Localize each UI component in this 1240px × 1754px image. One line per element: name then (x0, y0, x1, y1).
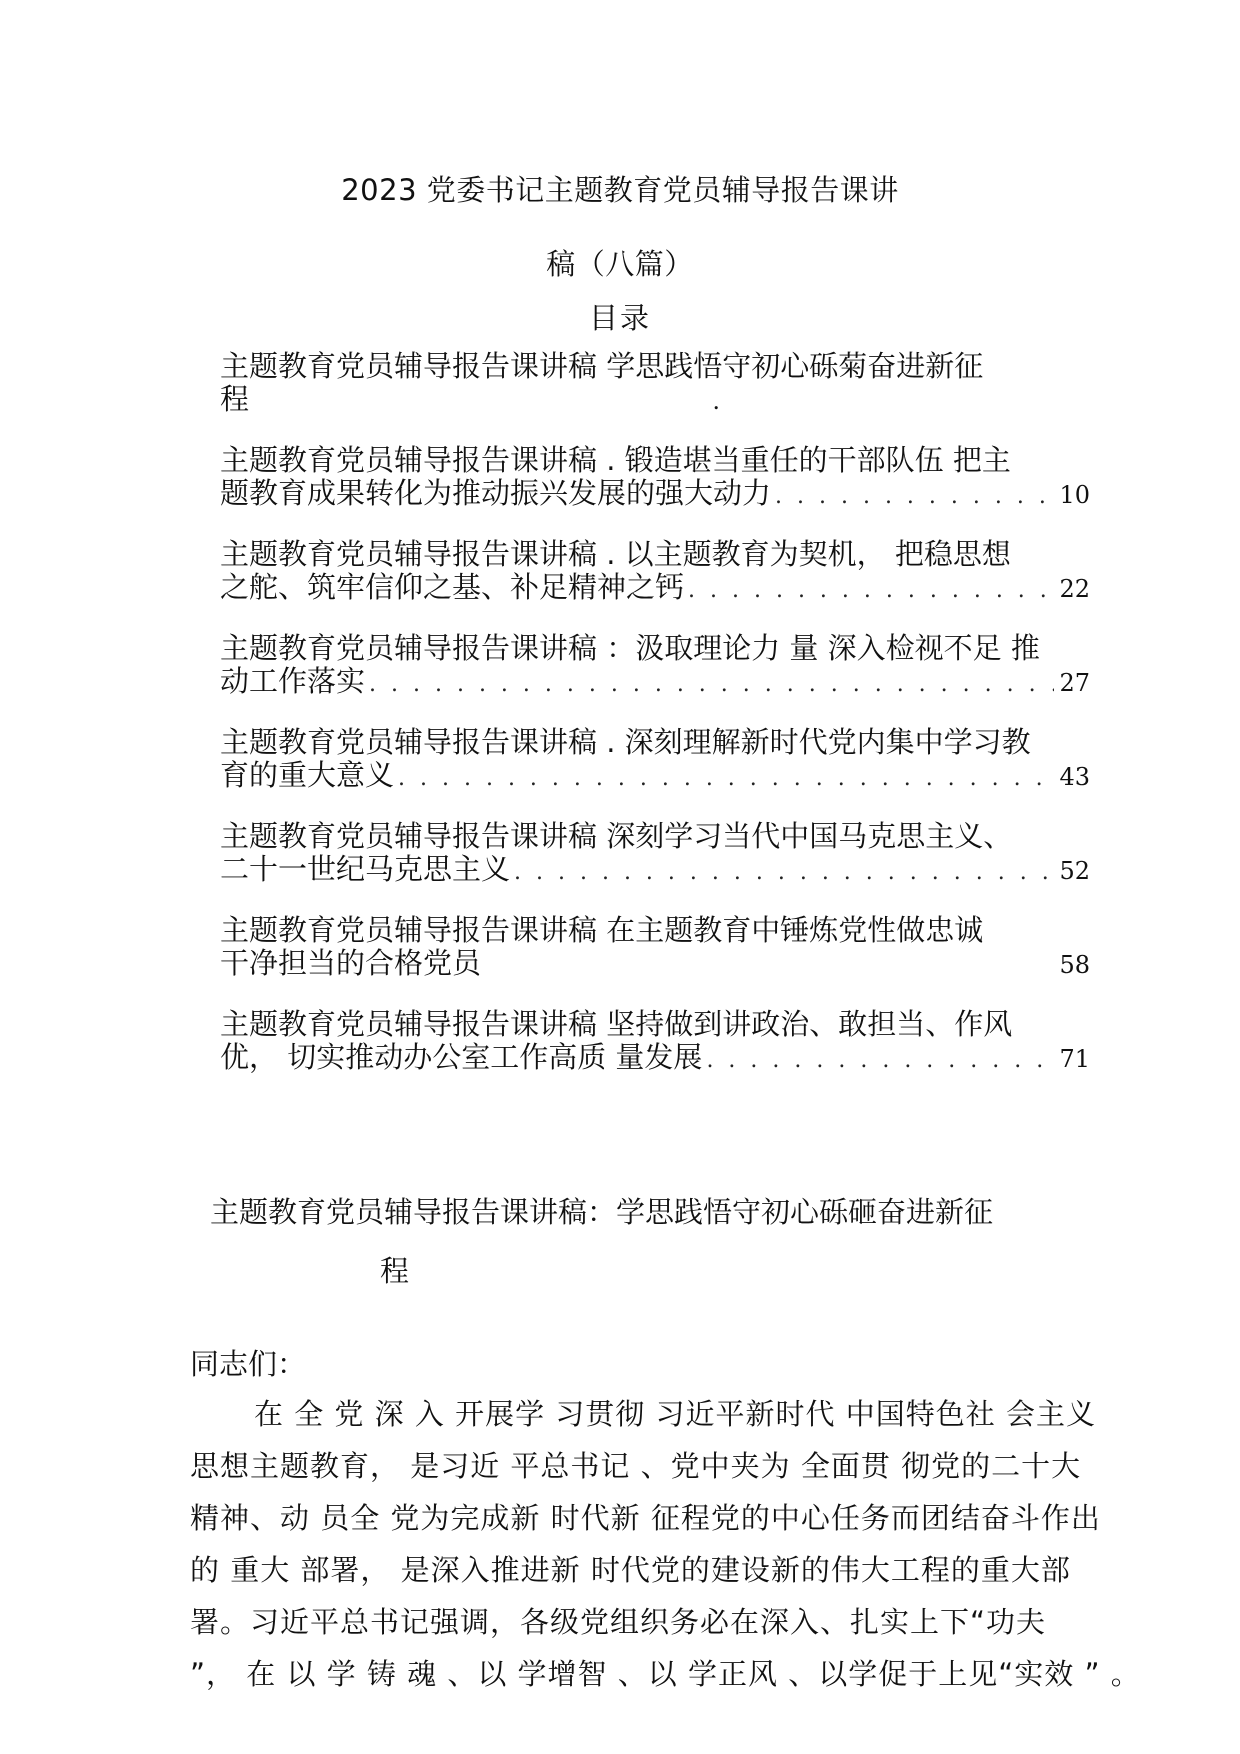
toc-page-number: 22 (1059, 575, 1090, 603)
toc-entry-title: 主题教育党员辅导报告课讲稿 . 以主题教育为契机， 把稳思想 (220, 537, 1011, 571)
toc-entry[interactable] (220, 444, 1090, 538)
toc-entry-title: 主题教育党员辅导报告课讲稿 坚持做到讲政治、敢担当、作风 (220, 1007, 1013, 1041)
toc-page-number: 43 (1059, 763, 1090, 791)
toc-entry-title: 主题教育党员辅导报告课讲稿 在主题教育中锤炼党性做忠诚 (220, 913, 984, 947)
toc-entry-title: 主题教育党员辅导报告课讲稿 . 深刻理解新时代党内集中学习教 (220, 725, 1031, 759)
toc-entry-title-cont: 程 (220, 382, 250, 416)
toc-entry-title-cont: 二十一世纪马克思主义 (220, 852, 511, 886)
toc-entry[interactable] (220, 726, 1090, 820)
toc-page-number: 52 (1059, 857, 1090, 885)
paragraph-line: 精神、动 员全 党为完成新 时代新 征程党的中心任务而团结奋斗作出 (190, 1501, 1101, 1535)
toc-entry-title: 主题教育党员辅导报告课讲稿 ：汲取理论力 量 深入检视不足 推 (220, 631, 1040, 665)
toc-entry[interactable] (220, 820, 1090, 914)
paragraph-line: 思想主题教育， 是习近 平总书记 、党中夹为 全面贯 彻党的二十大 (190, 1449, 1082, 1483)
paragraph-line: 的 重大 部署， 是深入推进新 时代党的建设新的伟大工程的重大部 (190, 1553, 1071, 1587)
body-paragraph (190, 1388, 1141, 1700)
toc-entry-title-cont: 育的重大意义 (220, 758, 395, 792)
toc-entry[interactable] (220, 1008, 1090, 1102)
paragraph-line: 署。习近平总书记强调，各级党组织务必在深入、扎实上下“功夫 (190, 1605, 1047, 1639)
toc-leader (510, 856, 1054, 889)
toc-entry-title: 主题教育党员辅导报告课讲稿 . 锻造堪当重任的干部队伍 把主 (220, 443, 1011, 477)
toc-entry[interactable] (220, 632, 1090, 726)
toc-page-number: 71 (1059, 1045, 1090, 1073)
toc-entry-title-cont: 动工作落实 (220, 664, 366, 698)
paragraph-line: 在 全 党 深 入 开展学 习贯彻 习近平新时代 中国特色社 会主义 (254, 1397, 1096, 1431)
paragraph-line: ”， 在 以 学 铸 魂 、以 学增智 、以 学正风 、以学促于上见“实效 ” 。 (190, 1657, 1141, 1691)
toc-entry-title: 主题教育党员辅导报告课讲稿 深刻学习当代中国马克思主义、 (220, 819, 1013, 853)
table-of-contents (220, 350, 1090, 1102)
section-title-line2: 程 (380, 1254, 410, 1288)
toc-entry-title-cont: 优， 切实推动办公室工作高质 量发展 (220, 1040, 703, 1074)
toc-page-number: 27 (1059, 669, 1090, 697)
toc-leader (394, 762, 1054, 795)
toc-entry-title-cont: 题教育成果转化为推动振兴发展的强大动力 (220, 476, 772, 510)
toc-leader (771, 480, 1054, 513)
toc-page-number: 58 (1059, 951, 1090, 979)
section-title-line1: 主题教育党员辅导报告课讲稿：学思践悟守初心砾砸奋进新征 (210, 1195, 994, 1229)
greeting: 同志们： (190, 1347, 307, 1381)
toc-entry-title-cont: 干净担当的合格党员 (220, 946, 482, 980)
document-title-line2: 稿（八篇） (546, 247, 694, 281)
toc-entry-title: 主题教育党员辅导报告课讲稿 学思践悟守初心砾菊奋进新征 (220, 349, 984, 383)
toc-leader (365, 668, 1054, 701)
toc-page-number: 10 (1059, 481, 1090, 509)
toc-leader (702, 1044, 1054, 1077)
toc-entry[interactable] (220, 538, 1090, 632)
toc-page-number: . (712, 387, 720, 415)
toc-entry[interactable] (220, 914, 1090, 1008)
toc-leader (684, 574, 1054, 607)
document-title-line1: 2023 党委书记主题教育党员辅导报告课讲 (341, 173, 899, 207)
toc-entry-title-cont: 之舵、筑牢信仰之基、补足精神之钙 (220, 570, 685, 604)
toc-heading: 目录 (588, 301, 651, 335)
toc-entry[interactable] (220, 350, 1090, 444)
